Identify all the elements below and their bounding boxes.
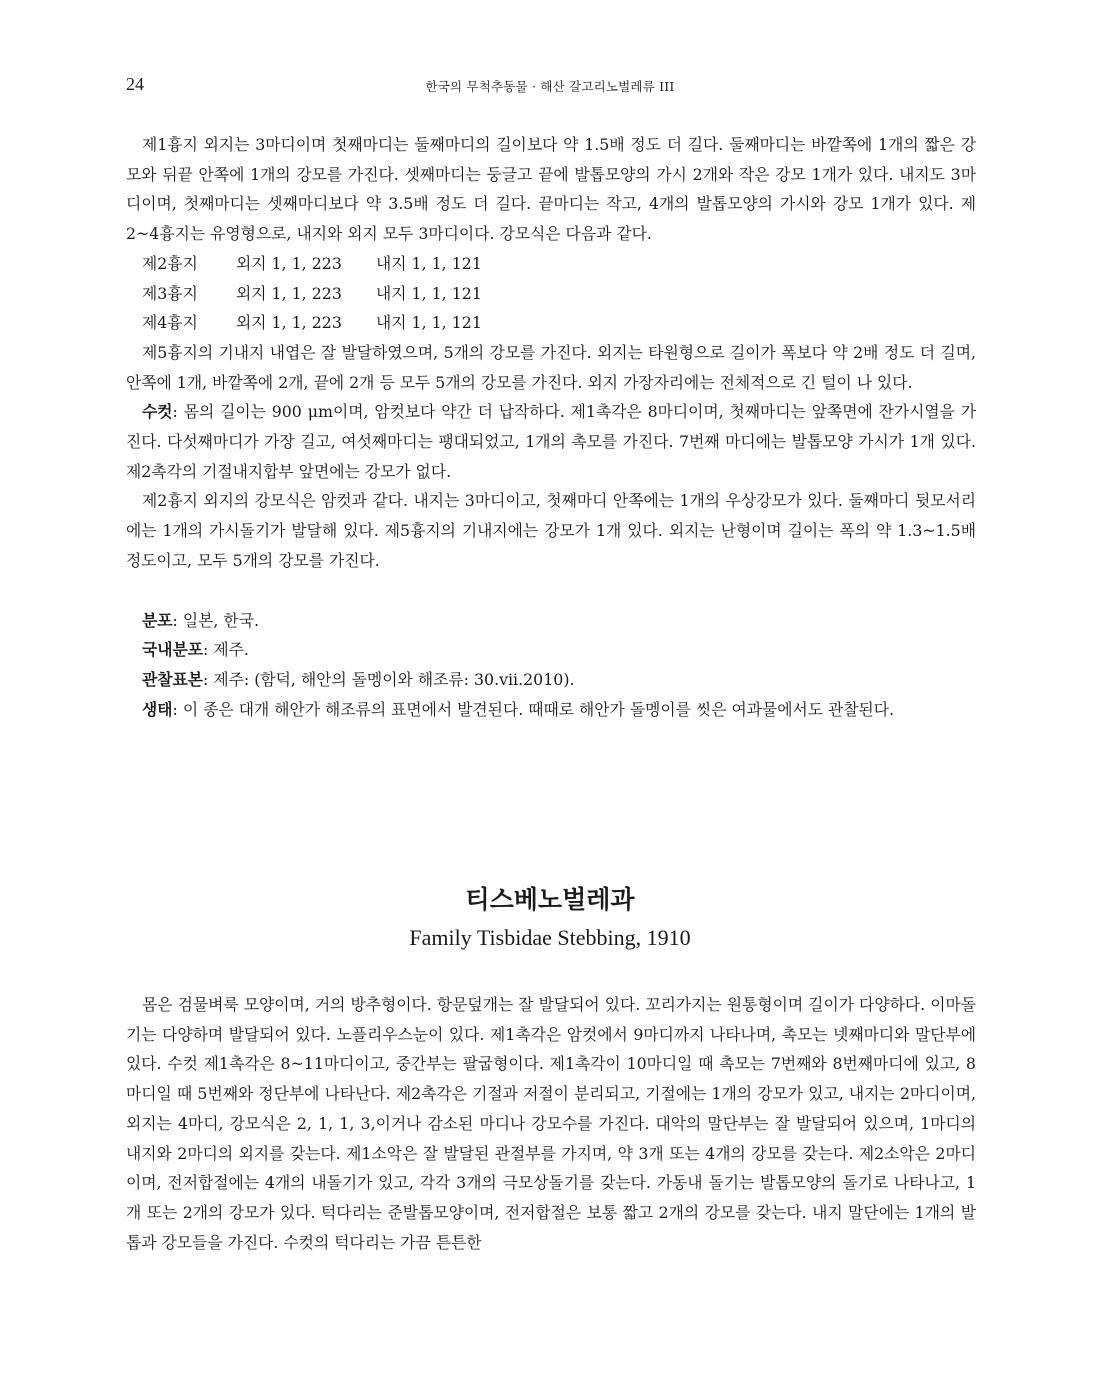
page-header — [126, 74, 974, 98]
formula-leg: 제4흉지 — [142, 313, 198, 333]
korean-distribution-label: 국내분포 — [142, 640, 204, 660]
specimen-text: : 제주: (함덕, 해안의 돌멩이와 해조류: 30.vii.2010). — [203, 669, 575, 689]
ecology-text: : 이 종은 대개 해안가 해조류의 표면에서 발견된다. 때때로 해안가 돌멩이를 씻은 여과물에서도 관찰된다. — [172, 699, 895, 719]
family-description — [126, 990, 976, 1257]
formula-exopod: 외지 1, 1, 223 — [236, 313, 342, 333]
formula-endopod: 내지 1, 1, 121 — [376, 253, 482, 273]
formula-exopod: 외지 1, 1, 223 — [236, 253, 342, 273]
male-leg-paragraph: 제2흉지 외지의 강모식은 암컷과 같다. 내지는 3마디이고, 첫째마디 안쪽에는 1개의 우상강모가 있다. 둘째마디 뒷모서리에는 1개의 가시돌기가 발달해 있다. 제5흉지의 기내지에는 강모가 1개 있다. 외지는 난형이며 길이는 폭의 약 1.3~1.5배 정도이고, 모두 5개의 강모를 가진다. — [126, 491, 976, 570]
formula-exopod: 외지 1, 1, 223 — [236, 283, 342, 303]
family-description-paragraph: 몸은 검물벼룩 모양이며, 거의 방추형이다. 항문덮개는 잘 발달되어 있다. 꼬리가지는 원통형이며 길이가 다양하다. 이마돌기는 다양하며 발달되어 있다. 노플리우스눈이 있다. 제1촉각은 암컷에서 9마디까지 나타나며, 촉모는 넷째마디와 말단부에 있다. 수컷 제1촉각은 8~11마디이고, 중간부는 팔굽형이다. 제1촉각이 10마디일 때 촉모는 7번째와 8번째마디에 있고, 8마디일 때 5번째와 정단부에 나타난다. 제2촉각은 기절과 저절이 분리되고, 기절에는 1개의 강모가 있고, 내지는 2마디이며, 외지는 4마디, 강모식은 2, 1, 1, 3,이거나 감소된 마디나 강모수를 가진다. 대악의 말단부는 잘 발달되어 있으며, 1마디의 내지와 2마디의 외지를 갖는다. 제1소악은 잘 발달된 관절부를 가지며, 약 3개 또는 4개의 강모를 갖는다. 제2소악은 2마디이며, 전저합절에는 4개의 내돌기가 있고, 각각 3개의 극모상돌기를 갖는다. 가동내 돌기는 발톱모양의 돌기로 나타나고, 1개 또는 2개의 강모가 있다. 턱다리는 준발톱모양이며, 전저합절은 보통 짧고 2개의 강모를 갖는다. 내지 말단에는 1개의 발톱과 강모들을 가진다. 수컷의 턱다리는 가끔 튼튼한 — [126, 995, 976, 1252]
korean-distribution-text: : 제주. — [203, 640, 249, 660]
male-label: 수컷 — [142, 402, 173, 422]
setal-formula-row — [126, 279, 976, 309]
distribution-text: : 일본, 한국. — [172, 610, 259, 630]
korean-distribution-line — [126, 635, 976, 665]
species-description — [126, 130, 976, 724]
setal-formula-row — [126, 249, 976, 279]
family-title-korean: 티스베노벌레과 — [465, 885, 635, 914]
formula-endopod: 내지 1, 1, 121 — [376, 283, 482, 303]
family-title-english: Family Tisbidae Stebbing, 1910 — [409, 925, 691, 950]
distribution-label: 분포 — [142, 610, 173, 630]
page-number: 24 — [126, 74, 144, 94]
male-paragraph — [126, 397, 976, 486]
specimen-label: 관찰표본 — [142, 669, 204, 689]
running-title: 한국의 무척추동물 · 해산 갈고리노벌레류 III — [425, 79, 675, 94]
ecology-label: 생태 — [142, 699, 173, 719]
thoracic-leg-paragraph: 제1흉지 외지는 3마디이며 첫째마디는 둘째마디의 길이보다 약 1.5배 정도 더 길다. 둘째마디는 바깥쪽에 1개의 짧은 강모와 뒤끝 안쪽에 1개의 강모를 가진다. 셋째마디는 둥글고 끝에 발톱모양의 가시 2개와 작은 강모 1개가 있다. 내지도 3마디이며, 첫째마디는 셋째마디보다 약 3.5배 정도 더 길다. 끝마디는 작고, 4개의 발톱모양의 가시와 강모 1개가 있다. 제2~4흉지는 유영형으로, 내지와 외지 모두 3마디이다. 강모식은 다음과 같다. — [126, 135, 976, 244]
setal-formula-row — [126, 308, 976, 338]
formula-leg: 제2흉지 — [142, 253, 198, 273]
specimen-line — [126, 665, 976, 695]
fifth-leg-paragraph: 제5흉지의 기내지 내엽은 잘 발달하였으며, 5개의 강모를 가진다. 외지는 타원형으로 길이가 폭보다 약 2배 정도 더 길며, 안쪽에 1개, 바깥쪽에 2개, 끝에 2개 등 모두 5개의 강모를 가진다. 외지 가장자리에는 전체적으로 긴 털이 나 있다. — [126, 342, 976, 392]
distribution-line — [126, 606, 976, 636]
formula-leg: 제3흉지 — [142, 283, 198, 303]
formula-endopod: 내지 1, 1, 121 — [376, 313, 482, 333]
ecology-paragraph — [126, 695, 976, 725]
male-text: : 몸의 길이는 900 μm이며, 암컷보다 약간 더 납작하다. 제1촉각은 8마디이며, 첫째마디는 앞쪽면에 잔가시열을 가진다. 다섯째마디가 가장 길고, 여섯째마디는 팽대되었고, 1개의 촉모를 가진다. 7번째 마디에는 발톱모양 가시가 1개 있다. 제2촉각의 기절내지합부 앞면에는 강모가 없다. — [126, 402, 976, 481]
